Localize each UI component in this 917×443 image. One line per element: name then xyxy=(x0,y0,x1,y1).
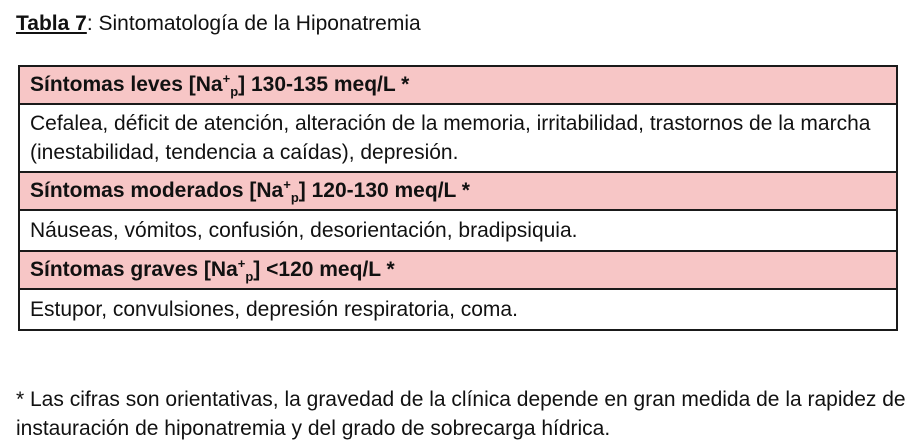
footnote: * Las cifras son orientativas, la gravedad de la clínica depende en gran medida de la rapidez de instauración de hiponatremia y del grado de sobrecarga hídrica. xyxy=(16,388,906,440)
caption-separator: : xyxy=(86,12,93,35)
header-range: ] <120 meq/L * xyxy=(253,258,395,281)
table-row xyxy=(19,172,897,210)
severity-header-mild xyxy=(19,66,897,104)
table-row xyxy=(19,66,897,104)
table-row xyxy=(19,251,897,289)
plasma-subscript: p xyxy=(230,84,239,99)
header-text: Síntomas moderados [Na xyxy=(30,179,284,202)
header-text: Síntomas graves [Na xyxy=(30,258,238,281)
sodium-charge: + xyxy=(237,256,246,271)
symptom-table xyxy=(18,65,898,331)
symptoms-mild: Cefalea, déficit de atención, alteración de la memoria, irritabilidad, trastornos de la marcha (inestabilidad, tendencia a caídas), depresión. xyxy=(19,104,897,172)
table-row xyxy=(19,289,897,330)
table-row xyxy=(19,104,897,172)
severity-header-moderate xyxy=(19,172,897,210)
symptoms-moderate: Náuseas, vómitos, confusión, desorientación, bradipsiquia. xyxy=(19,210,897,251)
table-title: Sintomatología de la Hiponatremia xyxy=(92,12,421,35)
table-number-label: Tabla 7 xyxy=(16,12,87,35)
symptoms-severe: Estupor, convulsiones, depresión respiratoria, coma. xyxy=(19,289,897,330)
header-text: Síntomas leves [Na xyxy=(30,73,223,96)
header-range: ] 130-135 meq/L * xyxy=(238,73,410,96)
table-row xyxy=(19,210,897,251)
plasma-subscript: p xyxy=(245,269,254,284)
severity-header-severe xyxy=(19,251,897,289)
plasma-subscript: p xyxy=(290,190,299,205)
sodium-charge: + xyxy=(283,177,291,192)
table-caption xyxy=(16,10,421,38)
header-range: ] 120-130 meq/L * xyxy=(298,179,470,202)
sodium-charge: + xyxy=(222,71,231,86)
